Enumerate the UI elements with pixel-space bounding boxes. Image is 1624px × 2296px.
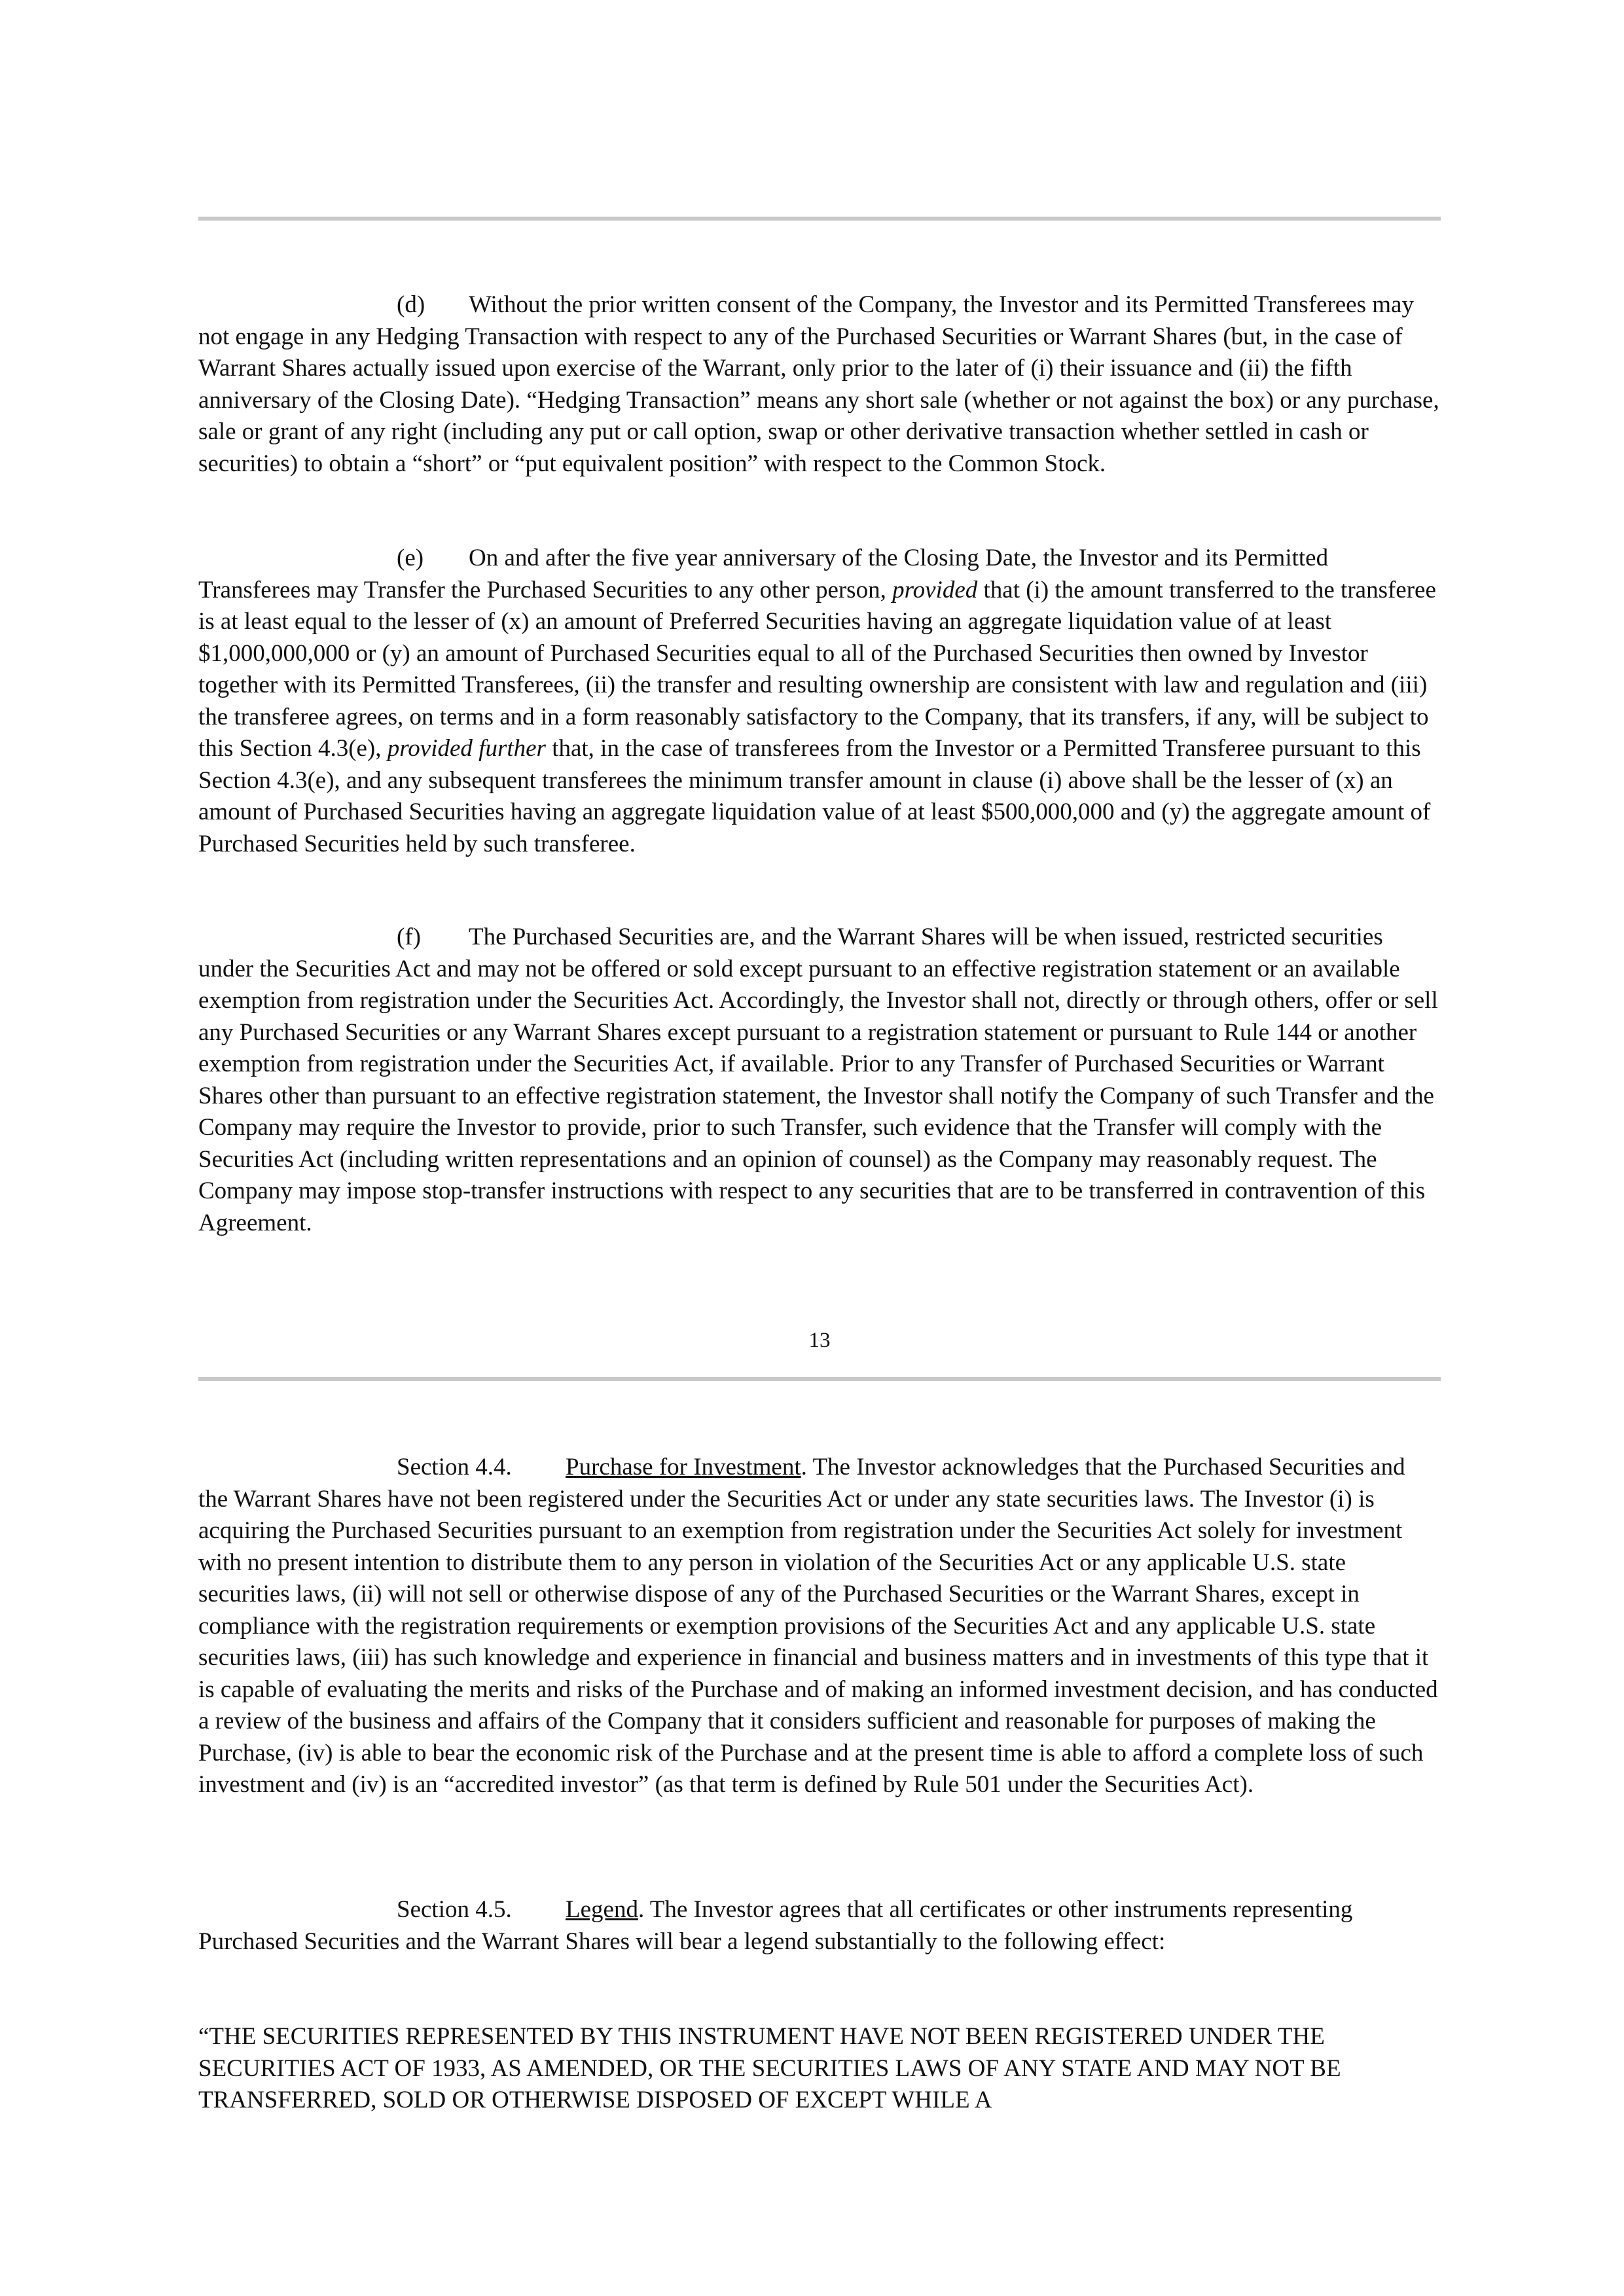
top-page-divider	[198, 217, 1441, 221]
legend-text: “THE SECURITIES REPRESENTED BY THIS INSTRUMENT HAVE NOT BEEN REGISTERED UNDER THE SECURITIES ACT OF 1933, AS AMENDED, OR THE SECURITIES LAWS OF ANY STATE AND MAY NOT BE TRANSFERRED, SOLD OR OTHERWISE DISPOSED OF EXCEPT WHILE A	[198, 2023, 1341, 2113]
paragraph-d-marker: (d)	[397, 291, 425, 318]
section-4-5-heading: Legend	[566, 1896, 638, 1923]
page-break-divider	[198, 1377, 1441, 1381]
section-4-5-number: Section 4.5.	[397, 1896, 512, 1923]
section-4-5-text: . The Investor agrees that all certificates or other instruments representing Purchased Securities and the Warrant Shares will bear a legend substantially to the following effect:	[198, 1896, 1353, 1955]
paragraph-e-text-3: that, in the case of transferees from the Investor or a Permitted Transferee pursuant to this Section 4.3(e), and any subsequent transferees the minimum transfer amount in clause (i) above shall be the lesser of (x) an amount of Purchased Securities having an aggregate liquidation value of at least $500,000,000 and (y) the aggregate amount of Purchased Securities held by such transferee.	[198, 735, 1431, 857]
provided-further-italic: provided further	[387, 735, 546, 762]
section-4-4-number: Section 4.4.	[397, 1454, 512, 1480]
paragraph-f	[198, 922, 1441, 1239]
paragraph-e-marker: (e)	[397, 545, 424, 571]
paragraph-e-text-1: On and after the five year anniversary of the Closing Date, the Investor and its Permitted Transferees may Transfer the Purchased Securities to any other person,	[198, 545, 1329, 603]
paragraph-e	[198, 543, 1441, 860]
section-4-5	[198, 1894, 1441, 1958]
section-4-4	[198, 1452, 1441, 1801]
section-4-4-heading: Purchase for Investment	[566, 1454, 801, 1480]
paragraph-e-text-2: that (i) the amount transferred to the transferee is at least equal to the lesser of (x) an amount of Preferred Securities having an aggregate liquidation value of at least $1,000,000,000 or (y) an amount of Purchased Securities equal to all of the Purchased Securities then owned by Investor together with its Permitted Transferees, (ii) the transfer and resulting ownership are consistent with law and regulation and (iii) the transferee agrees, on terms and in a form reasonably satisfactory to the Company, that its transfers, if any, will be subject to this Section 4.3(e),	[198, 576, 1436, 762]
paragraph-d	[198, 289, 1441, 480]
paragraph-f-text: The Purchased Securities are, and the Warrant Shares will be when issued, restricted securities under the Securities Act and may not be offered or sold except pursuant to an effective registration statement or an available exemption from registration under the Securities Act. Accordingly, the Investor shall not, directly or through others, offer or sell any Purchased Securities or any Warrant Shares except pursuant to a registration statement or pursuant to Rule 144 or another exemption from registration under the Securities Act, if available. Prior to any Transfer of Purchased Securities or Warrant Shares other than pursuant to an effective registration statement, the Investor shall notify the Company of such Transfer and the Company may require the Investor to provide, prior to such Transfer, such evidence that the Transfer will comply with the Securities Act (including written representations and an opinion of counsel) as the Company may reasonably request. The Company may impose stop-transfer instructions with respect to any securities that are to be transferred in contravention of this Agreement.	[198, 924, 1438, 1236]
page-number: 13	[808, 1329, 831, 1352]
provided-italic: provided	[892, 576, 978, 603]
paragraph-d-text: Without the prior written consent of the Company, the Investor and its Permitted Transferees may not engage in any Hedging Transaction with respect to any of the Purchased Securities or Warrant Shares (but, in the case of Warrant Shares actually issued upon exercise of the Warrant, only prior to the later of (i) their issuance and (ii) the fifth anniversary of the Closing Date). “Hedging Transaction” means any short sale (whether or not against the box) or any purchase, sale or grant of any right (including any put or call option, swap or other derivative transaction whether settled in cash or securities) to obtain a “short” or “put equivalent position” with respect to the Common Stock.	[198, 291, 1439, 477]
paragraph-f-marker: (f)	[397, 924, 421, 950]
section-4-4-text: . The Investor acknowledges that the Purchased Securities and the Warrant Shares have not been registered under the Securities Act or under any state securities laws. The Investor (i) is acquiring the Purchased Securities pursuant to an exemption from registration under the Securities Act solely for investment with no present intention to distribute them to any person in violation of the Securities Act or any applicable U.S. state securities laws, (ii) will not sell or otherwise dispose of any of the Purchased Securities or the Warrant Shares, except in compliance with the registration requirements or exemption provisions of the Securities Act and any applicable U.S. state securities laws, (iii) has such knowledge and experience in financial and business matters and in investments of this type that it is capable of evaluating the merits and risks of the Purchase and of making an informed investment decision, and has conducted a review of the business and affairs of the Company that it considers sufficient and reasonable for purposes of making the Purchase, (iv) is able to bear the economic risk of the Purchase and at the present time is able to afford a complete loss of such investment and (iv) is an “accredited investor” (as that term is defined by Rule 501 under the Securities Act).	[198, 1454, 1438, 1798]
